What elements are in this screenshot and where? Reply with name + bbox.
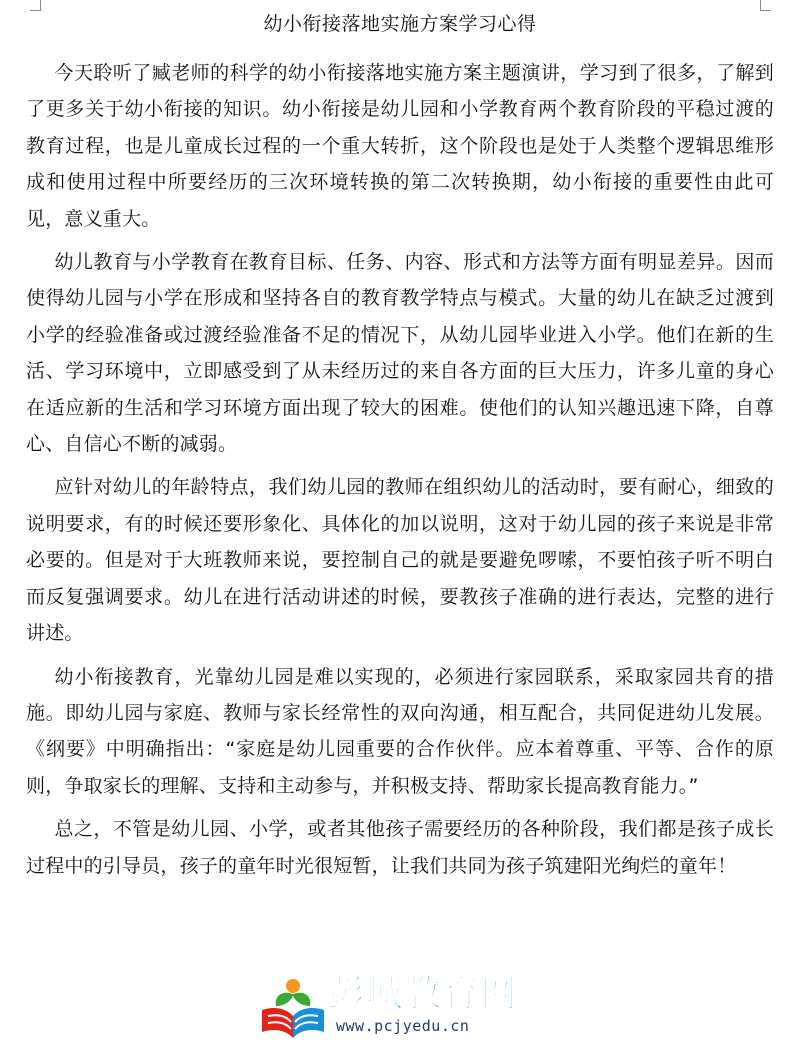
book-logo-icon bbox=[258, 976, 328, 1042]
paragraph-1: 今天聆听了臧老师的科学的幼小衔接落地实施方案主题演讲，学习到了很多，了解到了更多关于幼小衔接的知识。幼小衔接是幼儿园和小学教育两个教育阶段的平稳过渡的教育过程，也是儿童成长过程的一个重大转折，这个阶段也是处于人类整个逻辑思维形成和使用过程中所要经历的三次环境转换的第二次转换期，幼小衔接的重要性由此可见，意义重大。 bbox=[26, 62, 774, 230]
document-body bbox=[26, 55, 774, 891]
watermark-site-url: www.pcjyedu.cn bbox=[336, 1017, 470, 1035]
document-title: 幼小衔接落地实施方案学习心得 bbox=[263, 13, 537, 35]
paragraph-5: 总之，不管是幼儿园、小学，或者其他孩子需要经历的各种阶段，我们都是孩子成长过程中的引导员，孩子的童年时光很短暂，让我们共同为孩子筑建阳光绚烂的童年！ bbox=[26, 818, 774, 877]
paragraph-2: 幼儿教育与小学教育在教育目标、任务、内容、形式和方法等方面有明显差异。因而使得幼儿园与小学在形成和坚持各自的教育教学特点与模式。大量的幼儿在缺乏过渡到小学的经验准备或过渡经验准备不足的情况下，从幼儿园毕业进入小学。他们在新的生活、学习环境中，立即感受到了从未经历过的来自各方面的巨大压力，许多儿童的身心在适应新的生活和学习环境方面出现了较大的困难。使他们的认知兴趣迅速下降，自尊心、自信心不断的减弱。 bbox=[26, 251, 774, 456]
paragraph-4: 幼小衔接教育，光靠幼儿园是难以实现的，必须进行家园联系，采取家园共育的措施。即幼儿园与家庭、教师与家长经常性的双向沟通，相互配合，共同促进幼儿发展。《纲要》中明确指出：“家庭是幼儿园重要的合作伙伴。应本着尊重、平等、合作的原则，争取家长的理解、支持和主动参与，并积极支持、帮助家长提高教育能力。” bbox=[26, 665, 774, 797]
watermark-site-name: 彭城教育网 bbox=[328, 972, 518, 1015]
site-watermark bbox=[258, 972, 558, 1047]
paragraph-3: 应针对幼儿的年龄特点，我们幼儿园的教师在组织幼儿的活动时，要有耐心，细致的说明要求，有的时候还要形象化、具体化的加以说明，这对于幼儿园的孩子来说是非常必要的。但是对于大班教师来说，要控制自己的就是要避免啰嗦，不要怕孩子听不明白而反复强调要求。幼儿在进行活动讲述的时候，要教孩子准确的进行表达，完整的进行讲述。 bbox=[26, 476, 774, 645]
